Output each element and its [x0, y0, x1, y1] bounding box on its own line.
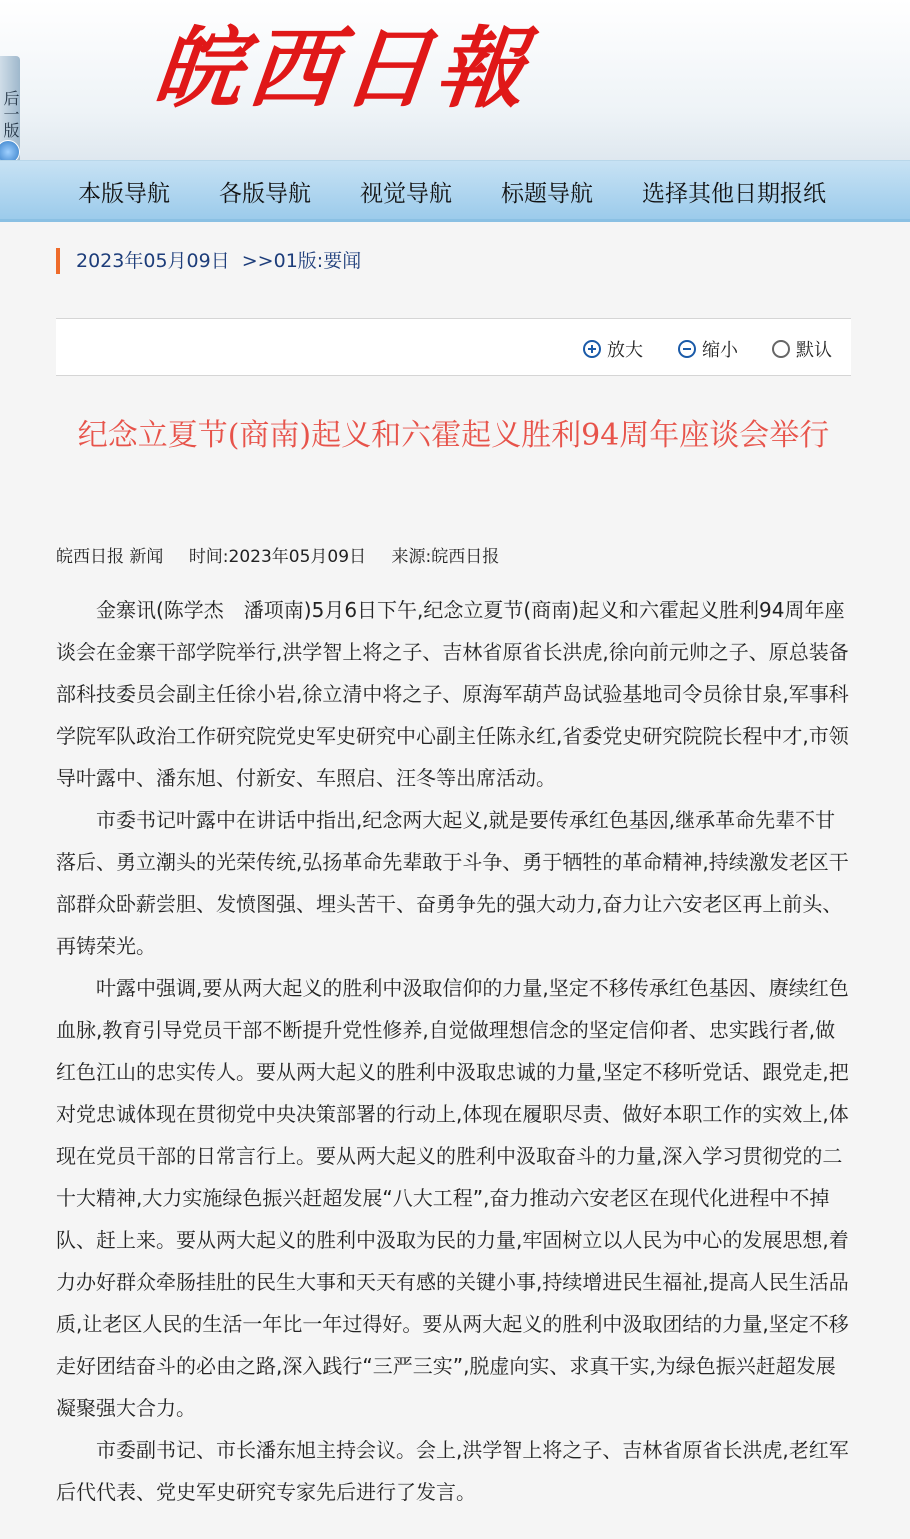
article-title: 纪念立夏节(商南)起义和六霍起义胜利94周年座谈会举行	[77, 418, 830, 453]
article-body	[56, 589, 851, 1513]
main-nav	[0, 160, 910, 222]
masthead	[0, 0, 910, 160]
nav-page-navigation[interactable]: 本版导航	[78, 181, 170, 207]
plus-circle-icon	[583, 340, 601, 358]
next-page-tab-label: 后一版	[1, 90, 20, 138]
breadcrumb-section[interactable]: 01版:要闻	[273, 250, 362, 272]
zoom-in-label: 放大	[607, 340, 643, 361]
article-paragraph: 市委副书记、市长潘东旭主持会议。会上,洪学智上将之子、吉林省原省长洪虎,老红军后代代表、党史军史研究专家先后进行了发言。	[56, 1438, 849, 1504]
nav-headlines[interactable]: 标题导航	[501, 181, 593, 207]
article-time: 时间:2023年05月09日	[188, 547, 367, 567]
article-paragraph: 金寨讯(陈学杰 潘项南)5月6日下午,纪念立夏节(商南)起义和六霍起义胜利94周年座谈会在金寨干部学院举行,洪学智上将之子、吉林省原省长洪虎,徐向前元帅之子、原总装备部科技委员会副主任徐小岩,徐立清中将之子、原海军葫芦岛试验基地司令员徐甘泉,军事科学院军队政治工作研究院党史军史研究中心副主任陈永红,省委党史研究院院长程中才,市领导叶露中、潘东旭、付新安、车照启、汪冬等出席活动。	[56, 598, 849, 790]
breadcrumb-separator: >>	[241, 250, 274, 272]
nav-other-date[interactable]: 选择其他日期报纸	[642, 181, 826, 207]
article-source-label: 皖西日报 新闻	[56, 547, 164, 567]
zoom-in-button[interactable]	[583, 336, 643, 362]
font-size-toolbar	[56, 318, 851, 376]
nav-visual[interactable]: 视觉导航	[360, 181, 452, 207]
default-size-label: 默认	[796, 340, 832, 361]
default-size-button[interactable]	[772, 336, 832, 362]
zoom-out-button[interactable]	[678, 336, 738, 362]
article-origin: 来源:皖西日报	[391, 547, 500, 567]
minus-circle-icon	[678, 340, 696, 358]
zoom-out-label: 缩小	[702, 340, 738, 361]
next-page-tab[interactable]	[0, 56, 20, 172]
radio-circle-icon	[772, 340, 790, 358]
breadcrumb-date[interactable]: 2023年05月09日	[76, 250, 230, 272]
newspaper-logo[interactable]: 皖西日報	[149, 16, 537, 120]
article-meta	[56, 542, 519, 567]
breadcrumb	[56, 248, 361, 274]
article-paragraph: 市委书记叶露中在讲话中指出,纪念两大起义,就是要传承红色基因,继承革命先辈不甘落后、勇立潮头的光荣传统,弘扬革命先辈敢于斗争、勇于牺牲的革命精神,持续激发老区干部群众卧薪尝胆、发愤图强、埋头苦干、奋勇争先的强大动力,奋力让六安老区再上前头、再铸荣光。	[56, 808, 849, 958]
nav-all-pages[interactable]: 各版导航	[219, 181, 311, 207]
article-paragraph: 叶露中强调,要从两大起义的胜利中汲取信仰的力量,坚定不移传承红色基因、赓续红色血脉,教育引导党员干部不断提升党性修养,自觉做理想信念的坚定信仰者、忠实践行者,做红色江山的忠实传人。要从两大起义的胜利中汲取忠诚的力量,坚定不移听党话、跟党走,把对党忠诚体现在贯彻党中央决策部署的行动上,体现在履职尽责、做好本职工作的实效上,体现在党员干部的日常言行上。要从两大起义的胜利中汲取奋斗的力量,深入学习贯彻党的二十大精神,大力实施绿色振兴赶超发展“八大工程”,奋力推动六安老区在现代化进程中不掉队、赶上来。要从两大起义的胜利中汲取为民的力量,牢固树立以人民为中心的发展思想,着力办好群众牵肠挂肚的民生大事和天天有感的关键小事,持续增进民生福祉,提高人民生活品质,让老区人民的生活一年比一年过得好。要从两大起义的胜利中汲取团结的力量,坚定不移走好团结奋斗的必由之路,深入践行“三严三实”,脱虚向实、求真干实,为绿色振兴赶超发展凝聚强大合力。	[56, 976, 849, 1420]
